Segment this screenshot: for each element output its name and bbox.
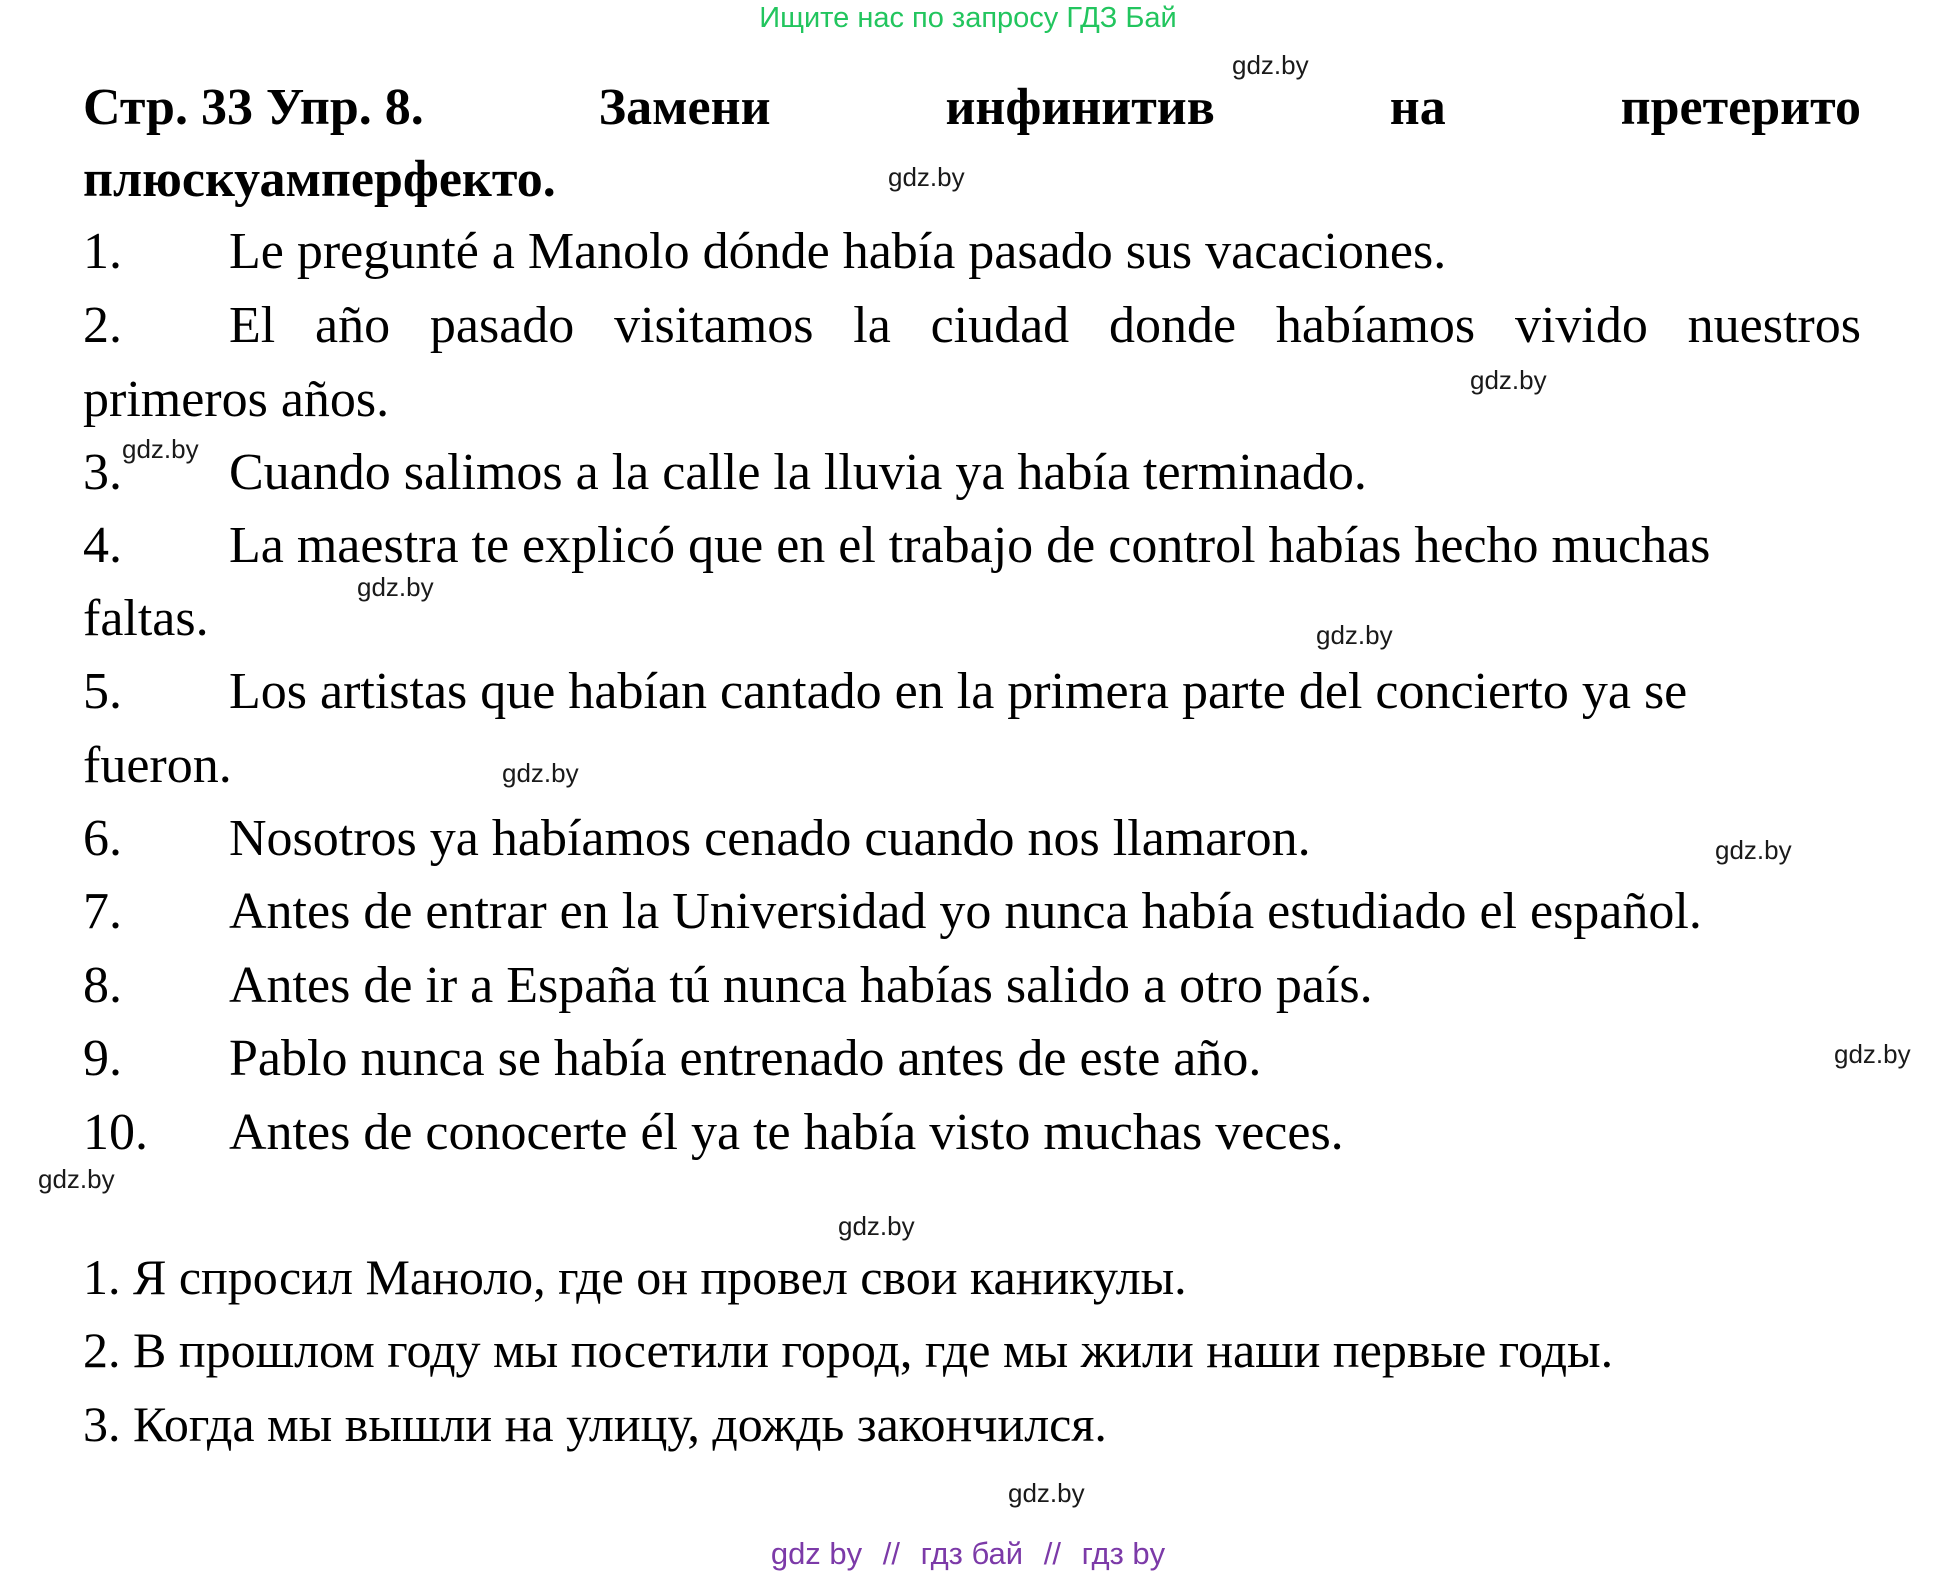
- watermark: gdz.by: [122, 434, 199, 464]
- watermark: gdz.by: [502, 758, 579, 788]
- exercise-item-9: 9. Pablo nunca se había entrenado antes de este año.: [83, 1030, 1262, 1087]
- watermark: gdz.by: [357, 572, 434, 602]
- title-word: на: [1389, 79, 1446, 136]
- exercise-item-8: 8. Antes de ir a España tú nunca habías salido a otro país.: [83, 957, 1373, 1014]
- title-word: Стр. 33 Упр. 8.: [83, 79, 424, 136]
- exercise-item-6: 6. Nosotros ya habíamos cenado cuando nos llamaron.: [83, 810, 1311, 867]
- watermark: gdz.by: [1008, 1478, 1085, 1508]
- exercise-item-2-cont: primeros años.: [83, 371, 390, 428]
- title-word: претерито: [1620, 79, 1861, 136]
- footer: [0, 1536, 1936, 1572]
- watermark: gdz.by: [1232, 50, 1309, 80]
- exercise-item-1: 1. Le pregunté a Manolo dónde había pasado sus vacaciones.: [83, 223, 1447, 280]
- exercise-item-4-cont: faltas.: [83, 590, 209, 647]
- exercise-item-5-cont: fueron.: [83, 737, 232, 794]
- translation-2: 2. В прошлом году мы посетили город, где мы жили наши первые годы.: [83, 1322, 1614, 1378]
- translation-3: 3. Когда мы вышли на улицу, дождь закончился.: [83, 1396, 1107, 1452]
- translation-1: 1. Я спросил Маноло, где он провел свои каникулы.: [83, 1249, 1187, 1305]
- watermark: gdz.by: [1715, 835, 1792, 865]
- exercise-item-10: 10. Antes de conocerte él ya te había visto muchas veces.: [83, 1104, 1344, 1161]
- footer-separator: //: [882, 1536, 901, 1571]
- exercise-title-line2: плюскуамперфекто.: [83, 151, 556, 208]
- watermark: gdz.by: [1316, 620, 1393, 650]
- watermark: gdz.by: [888, 162, 965, 192]
- footer-link: гдз by: [1081, 1536, 1166, 1571]
- top-banner: Ищите нас по запросу ГДЗ Бай: [759, 2, 1177, 34]
- exercise-item-4: 4. La maestra te explicó que en el trabajo de control habías hecho muchas: [83, 517, 1711, 574]
- exercise-item-2: 2. El año pasado visitamos la ciudad donde habíamos vivido nuestros: [83, 297, 1861, 354]
- watermark: gdz.by: [1834, 1039, 1911, 1069]
- watermark: gdz.by: [838, 1211, 915, 1241]
- title-word: Замени: [598, 79, 771, 136]
- footer-link: гдз бай: [920, 1536, 1024, 1571]
- exercise-item-7: 7. Antes de entrar en la Universidad yo nunca había estudiado el español.: [83, 883, 1702, 940]
- exercise-item-3: 3. Cuando salimos a la calle la lluvia ya había terminado.: [83, 444, 1367, 501]
- footer-link: gdz by: [770, 1536, 863, 1571]
- watermark: gdz.by: [1470, 365, 1547, 395]
- title-word: инфинитив: [945, 79, 1215, 136]
- exercise-title: [83, 72, 1861, 144]
- exercise-item-5: 5. Los artistas que habían cantado en la primera parte del concierto ya se: [83, 663, 1688, 720]
- watermark: gdz.by: [38, 1164, 115, 1194]
- footer-separator: //: [1043, 1536, 1061, 1571]
